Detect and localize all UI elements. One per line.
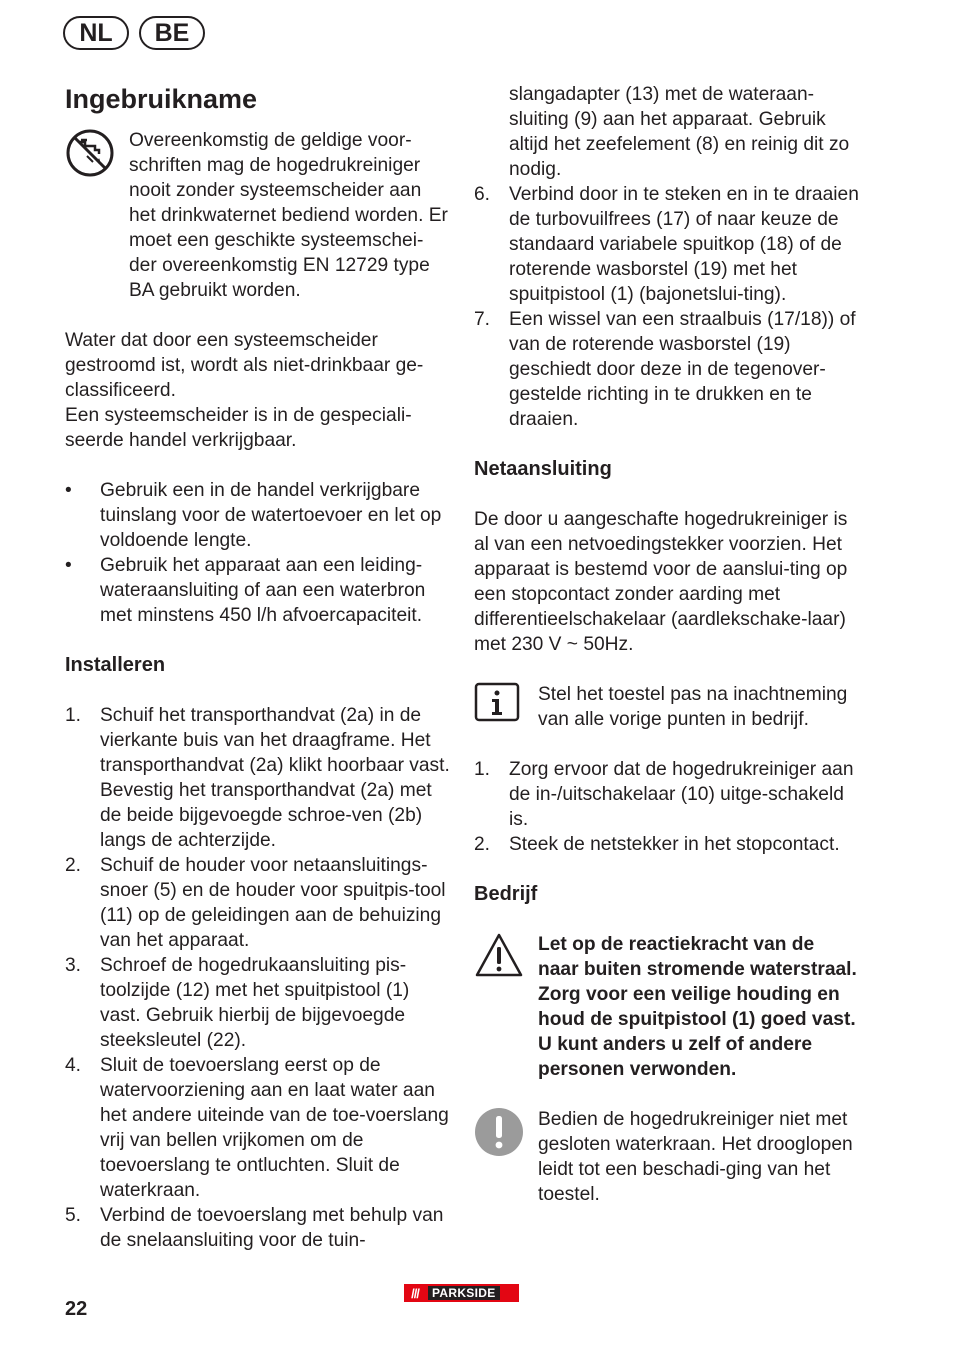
right-column: [474, 82, 859, 1207]
info-note: [474, 682, 859, 732]
left-column: [65, 82, 450, 1253]
list-item: 1. Zorg ervoor dat de hogedrukreiniger aan de in-/uitschakelaar (10) uitge-schakeld is.: [474, 759, 854, 830]
bullet-mark: •: [65, 555, 72, 576]
install-heading: Installeren: [65, 654, 166, 676]
list-item: • Gebruik het apparaat aan een leiding-wateraansluiting of aan een waterbron met minstens 450 l/h afvoercapaciteit.: [65, 555, 426, 626]
info-icon: [474, 682, 538, 732]
drinking-water-warning: [65, 128, 450, 303]
requirements-list: [65, 478, 450, 628]
install-steps: [65, 703, 450, 1253]
list-item: 4. Sluit de toevoerslang eerst op de watervoorziening aan en laat water aan het andere uiteinde van de toe-voerslang vrij van bellen vrijkomen om de toevoerslang te ontluchten. Sluit de waterkraan.: [65, 1055, 449, 1201]
parkside-logo: [404, 1284, 519, 1302]
warning-triangle-icon: [474, 932, 538, 1082]
warning-note-text: Overeenkomstig de geldige voor-schriften mag de hogedrukreiniger nooit zonder systeemscheider aan het drinkwaternet bediend worden. Er moet een geschikte systeemschei-der overeenkomstig EN 12729 type BA gebruikt worden.: [129, 130, 448, 301]
list-item: 2. Steek de netstekker in het stopcontact.: [474, 834, 840, 855]
page-number: 22: [65, 1298, 88, 1320]
caution-text: Bedien de hogedrukreiniger niet met gesloten waterkraan. Het drooglopen leidt tot een beschadi-ging van het toestel.: [538, 1109, 853, 1205]
step-5-continued: slangadapter (13) met de wateraan-sluiting (9) aan het apparaat. Gebruik altijd het zeefelement (8) en reinig dit zo nodig.: [509, 84, 850, 180]
no-drinking-water-icon: [65, 128, 129, 303]
bullet-mark: •: [65, 480, 72, 501]
list-item: 1. Schuif het transporthandvat (2a) in de vierkante buis van het draagframe. Het transporthandvat (2a) klikt hoorbaar vast. Bevestig het transporthandvat (2a) met de beide bijgevoegde schroe-ven (2b) langs de achterzijde.: [65, 705, 450, 851]
list-item: 7. Een wissel van een straalbuis (17/18)) of van de roterende wasborstel (19) geschiedt door deze in de tegenover-gestelde richting in te drukken en te draaien.: [474, 309, 856, 430]
caution-note: [474, 1107, 859, 1207]
list-item: 3. Schroef de hogedrukaansluiting pis-toolzijde (12) met het spuitpistool (1) vast. Gebruik hierbij de bijgevoegde steeksleutel (22).: [65, 955, 410, 1051]
paragraph-1: Water dat door een systeemscheider gestroomd ist, wordt als niet-drinkbaar ge-classificeerd.: [65, 330, 424, 401]
language-badge-nl: NL: [63, 16, 129, 50]
install-steps-continued: [474, 182, 859, 432]
list-item: 2. Schuif de houder voor netaansluitings-snoer (5) en de houder voor spuitpis-tool (11) op de geleidingen aan de behuizing van het apparaat.: [65, 855, 446, 951]
reaction-force-warning: [474, 932, 859, 1082]
mains-paragraph: De door u aangeschafte hogedrukreiniger is al van een netvoedingstekker voorzien. Het apparaat is bestemd voor de aanslui-ting op een stopcontact zonder aarding met differentieelschakelaar (aardlekschake-laar) met 230 V ~ 50Hz.: [474, 509, 848, 655]
operation-heading: Bedrijf: [474, 883, 538, 905]
mains-steps: [474, 757, 859, 857]
paragraph-2: Een systeemscheider is in de gespeciali-seerde handel verkrijgbaar.: [65, 405, 412, 451]
mains-heading: Netaansluiting: [474, 458, 612, 480]
exclamation-icon: [474, 1107, 538, 1207]
list-item: • Gebruik een in de handel verkrijgbare tuinslang voor de watertoevoer en let op voldoende lengte.: [65, 480, 442, 551]
warning-text: Let op de reactiekracht van de naar buiten stromende waterstraal. Zorg voor een veilige houding en houd de spuitpistool (1) goed vast. U kunt anders u zelf of andere personen verwonden.: [538, 934, 857, 1080]
list-item: 5. Verbind de toevoerslang met behulp van de snelaansluiting voor de tuin-: [65, 1205, 444, 1251]
logo-wordmark: PARKSIDE: [428, 1286, 500, 1300]
list-item: 6. Verbind door in te steken en in te draaien de turbovuilfrees (17) of naar keuze de standaard variabele spuitkop (18) of de roterende wasborstel (19) met het spuitpistool (1) (bajonetslui-ting).: [474, 184, 859, 305]
section-title: Ingebruikname: [65, 84, 258, 114]
info-note-text: Stel het toestel pas na inachtneming van alle vorige punten in bedrijf.: [538, 684, 848, 730]
language-badge-be: BE: [139, 16, 205, 50]
logo-stripes: ///: [411, 1285, 419, 1301]
